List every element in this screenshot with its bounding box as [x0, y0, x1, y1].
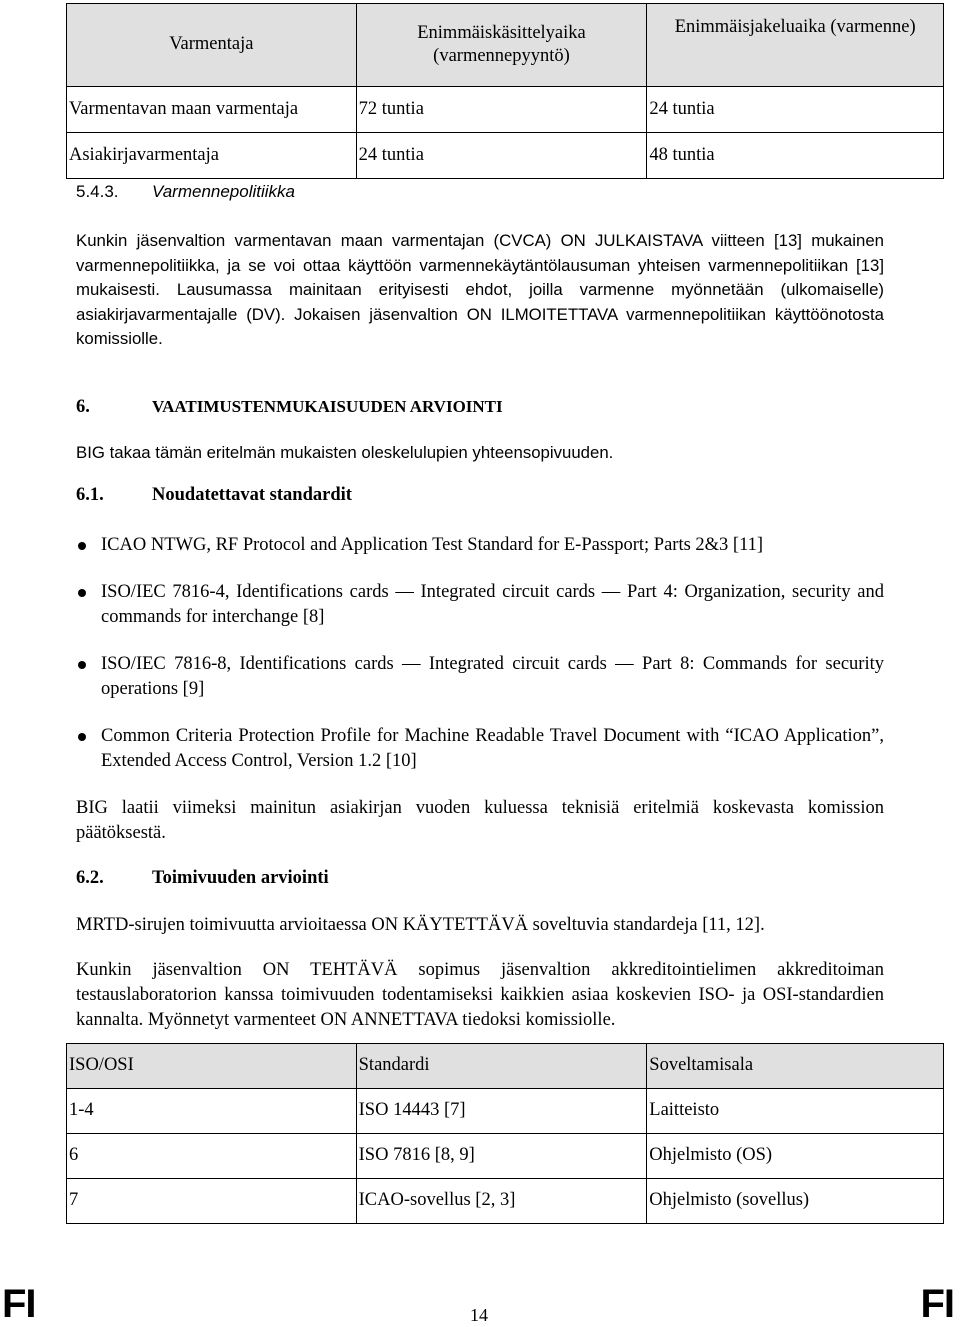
table-cell: Ohjelmisto (sovellus)	[647, 1179, 944, 1224]
table-cell: ISO 7816 [8, 9]	[356, 1134, 647, 1179]
paragraph: Kunkin jäsenvaltion ON TEHTÄVÄ sopimus jäsenvaltion akkreditointielimen akkreditoiman testauslaboratorion kanssa toimivuuden todentamiseksi kaikkien asiaa koskevien ISO- ja OSI-standardien kannalta. Myönnetyt varmenteet ON ANNETTAVA tiedoksi komissiolle.	[76, 960, 884, 1030]
bullet-icon	[78, 589, 86, 597]
paragraph: MRTD-sirujen toimivuutta arvioitaessa ON KÄYTETTÄVÄ soveltuvia standardeja [11, 12].	[76, 915, 765, 935]
table-cell: 7	[67, 1179, 357, 1224]
paragraph: Kunkin jäsenvaltion varmentavan maan varmentajan (CVCA) ON JULKAISTAVA viitteen [13] mukainen varmennepolitiikka, ja se voi ottaa käyttöön varmennekäytäntölausuman yhteisen varmennepolitiikan [13] mukaisesti. Lausumassa mainitaan erityisesti ehdot, joilla varmenne myönnetään (ulkomaiselle) asiakirjavarmentajalle (DV). Jokaisen jäsenvaltion ON ILMOITETTAVA varmennepolitiikan käyttöönotosta komissiolle.	[76, 231, 884, 348]
footer-language-code-left: FI	[2, 1282, 36, 1326]
list-item: ISO/IEC 7816-4, Identifications cards — Integrated circuit cards — Part 4: Organization, security and commands for interchange [8]	[101, 582, 884, 627]
processing-time-table	[66, 3, 944, 179]
section-number: 6.2.	[76, 868, 104, 888]
bullet-icon	[78, 733, 86, 741]
table-row	[67, 1179, 944, 1224]
iso-osi-table	[66, 1043, 944, 1224]
section-number: 5.4.3.	[76, 182, 119, 201]
table-cell: ICAO-sovellus [2, 3]	[356, 1179, 647, 1224]
paragraph: BIG laatii viimeksi mainitun asiakirjan vuoden kuluessa teknisiä eritelmiä koskevasta komission päätöksestä.	[76, 798, 884, 843]
bullet-icon	[78, 661, 86, 669]
bullet-icon	[78, 542, 86, 550]
section-title: Toimivuuden arviointi	[152, 868, 329, 888]
table-row	[67, 1089, 944, 1134]
table-header-cell: ISO/OSI	[67, 1044, 357, 1089]
table-cell: Laitteisto	[647, 1089, 944, 1134]
section-title: Noudatettavat standardit	[152, 485, 352, 505]
table-cell: 1-4	[67, 1089, 357, 1134]
table-cell: 24 tuntia	[647, 87, 944, 133]
table-header-cell: Enimmäiskäsittelyaika (varmennepyyntö)	[356, 4, 647, 87]
list-item: Common Criteria Protection Profile for Machine Readable Travel Document with “ICAO Application”, Extended Access Control, Version 1.2 [10]	[101, 726, 884, 771]
section-number: 6.	[76, 397, 90, 417]
table-header-row	[67, 1044, 944, 1089]
table-header-cell: Enimmäisjakeluaika (varmenne)	[647, 4, 944, 87]
list-item: ISO/IEC 7816-8, Identifications cards — Integrated circuit cards — Part 8: Commands for security operations [9]	[101, 654, 884, 699]
table-cell: Asiakirjavarmentaja	[67, 133, 357, 179]
section-number: 6.1.	[76, 485, 104, 505]
section-title: Varmennepolitiikka	[152, 182, 295, 201]
table-header-row	[67, 4, 944, 87]
table-row	[67, 87, 944, 133]
table-cell: 72 tuntia	[356, 87, 647, 133]
table-cell: ISO 14443 [7]	[356, 1089, 647, 1134]
table-cell: Ohjelmisto (OS)	[647, 1134, 944, 1179]
table-row	[67, 133, 944, 179]
table-header-cell: Soveltamisala	[647, 1044, 944, 1089]
list-item: ICAO NTWG, RF Protocol and Application Test Standard for E-Passport; Parts 2&3 [11]	[101, 535, 764, 555]
table-cell: 48 tuntia	[647, 133, 944, 179]
table-header-cell: Standardi	[356, 1044, 647, 1089]
footer-language-code-right: FI	[920, 1282, 954, 1326]
table-cell: 6	[67, 1134, 357, 1179]
table-cell: Varmentavan maan varmentaja	[67, 87, 357, 133]
paragraph: BIG takaa tämän eritelmän mukaisten oleskelulupien yhteensopivuuden.	[76, 443, 614, 462]
table-header-cell: Varmentaja	[67, 4, 357, 87]
table-row	[67, 1134, 944, 1179]
table-cell: 24 tuntia	[356, 133, 647, 179]
page-number: 14	[470, 1305, 488, 1325]
section-title: VAATIMUSTENMUKAISUUDEN ARVIOINTI	[152, 397, 503, 416]
